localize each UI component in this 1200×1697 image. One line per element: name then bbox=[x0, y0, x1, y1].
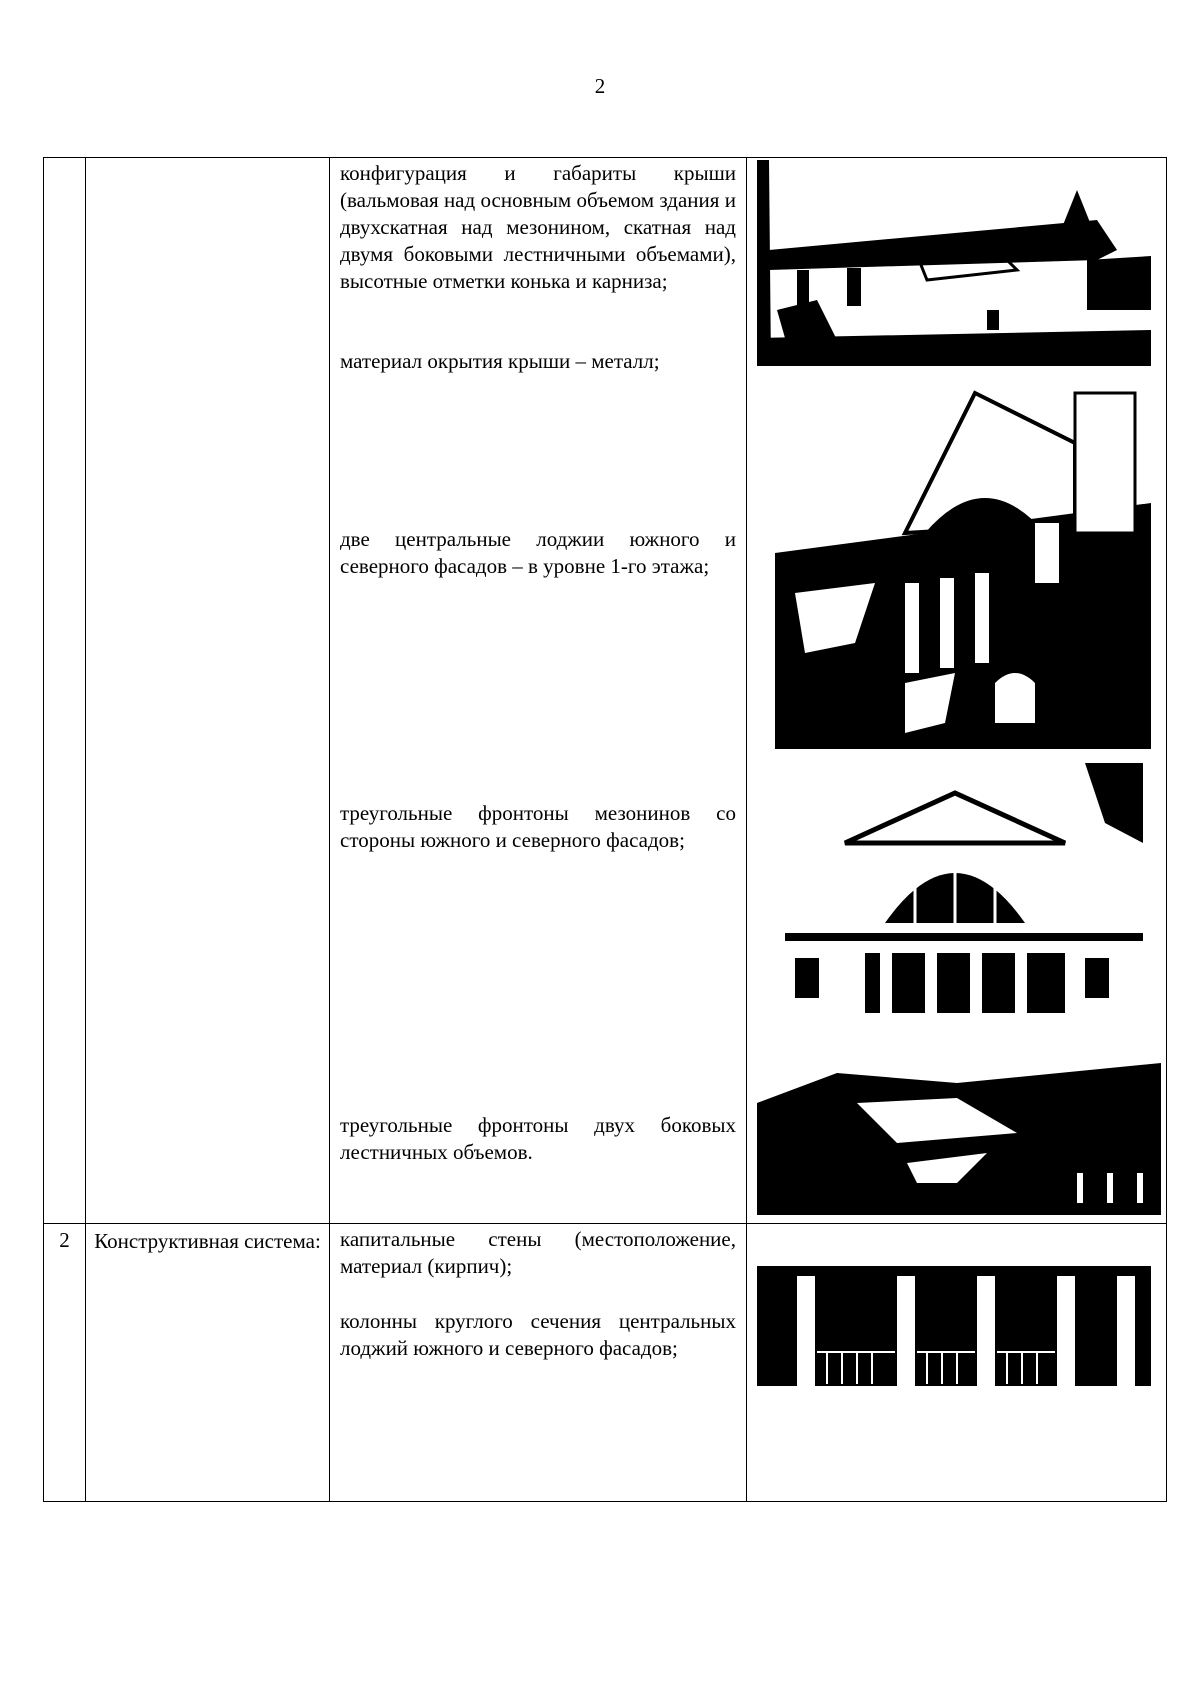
monument-features-table bbox=[43, 157, 1167, 1502]
side-pediment-photo bbox=[757, 1043, 1161, 1215]
row-description bbox=[330, 158, 747, 1224]
row-photos bbox=[747, 1224, 1167, 1502]
pediment-photo bbox=[785, 763, 1143, 1037]
description-paragraph: материал окрытия крыши – металл; bbox=[340, 349, 660, 373]
roof-photo bbox=[757, 160, 1151, 366]
page-number: 2 bbox=[594, 74, 606, 98]
table-row bbox=[44, 1224, 1167, 1502]
row-number bbox=[44, 158, 86, 1224]
colonnade-photo bbox=[757, 1252, 1151, 1396]
description-paragraph: капитальные стены (местоположение, материал (кирпич); bbox=[340, 1227, 736, 1278]
description-paragraph: колонны круглого сечения центральных лоджий южного и северного фасадов; bbox=[340, 1309, 736, 1360]
row-photos bbox=[747, 158, 1167, 1224]
row-name bbox=[86, 158, 330, 1224]
row-number: 2 bbox=[44, 1224, 86, 1502]
description-paragraph: треугольные фронтоны двух боковых лестничных объемов. bbox=[340, 1113, 736, 1164]
loggia-photo bbox=[775, 383, 1151, 749]
description-paragraph: конфигурация и габариты крыши (вальмовая над основным объемом здания и двухскатная над мезонином, скатная над двумя боковыми лестничными объемами), высотные отметки конька и карниза; bbox=[340, 161, 736, 293]
description-paragraph: треугольные фронтоны мезонинов со стороны южного и северного фасадов; bbox=[340, 801, 736, 852]
table-row bbox=[44, 158, 1167, 1224]
row-description bbox=[330, 1224, 747, 1502]
row-name: Конструктивная система: bbox=[86, 1224, 330, 1502]
description-paragraph: две центральные лоджии южного и северного фасадов – в уровне 1-го этажа; bbox=[340, 527, 736, 578]
